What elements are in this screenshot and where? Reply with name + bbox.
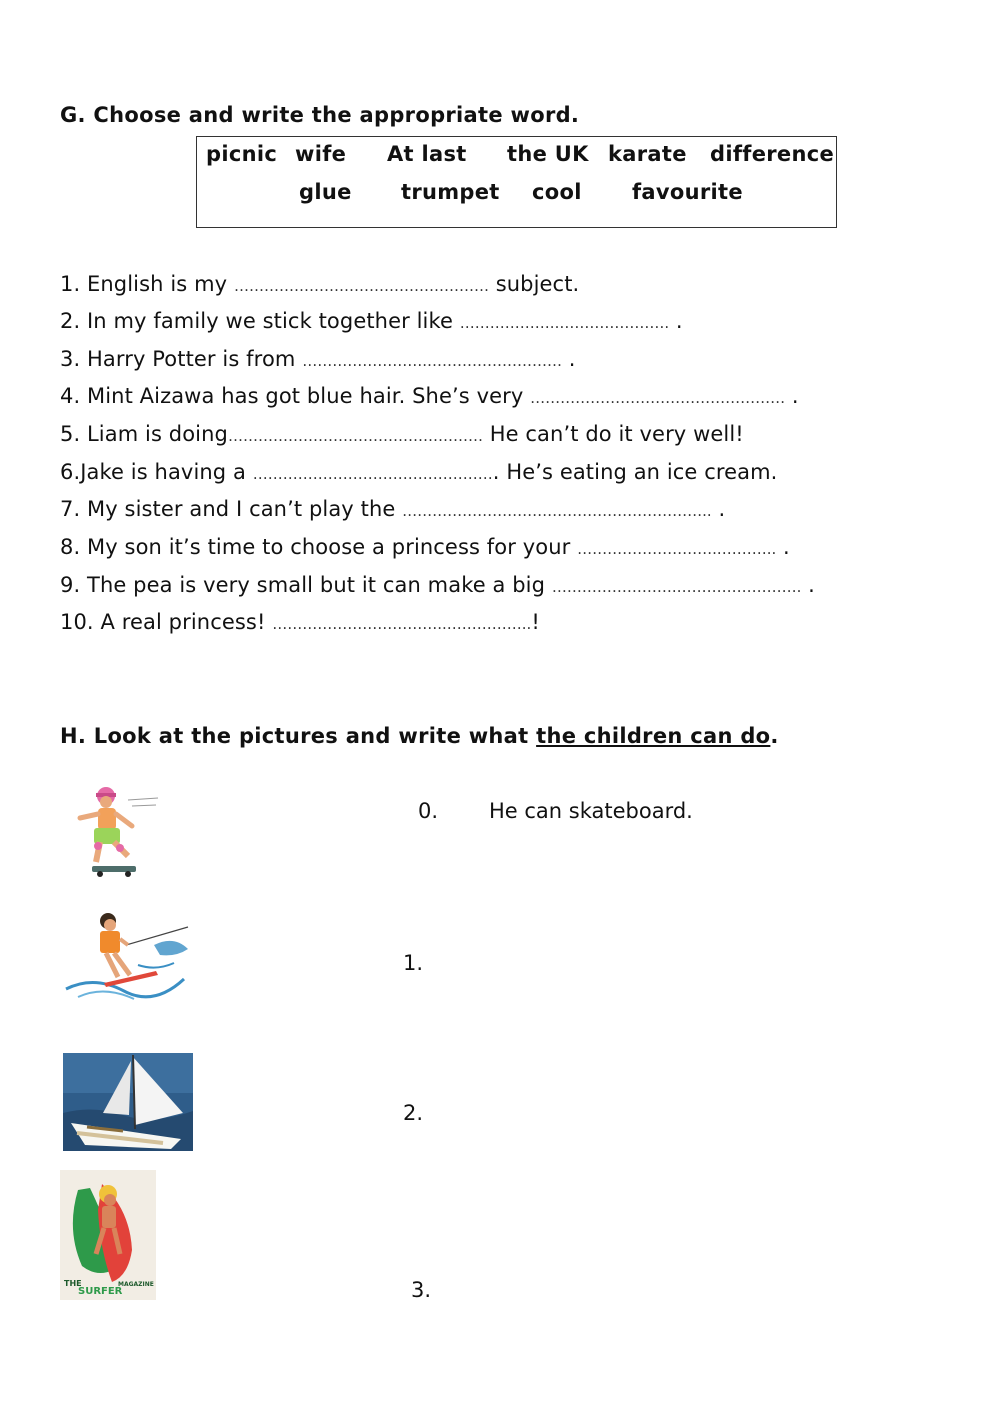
sentence-4: 4. Mint Aizawa has got blue hair. She’s very …………………………………………… . bbox=[60, 384, 799, 408]
answer-blank[interactable]: ………………………………………… bbox=[252, 465, 493, 483]
word-bank-item: trumpet bbox=[401, 180, 500, 204]
sentence-2: 2. In my family we stick together like ………………..…………………. . bbox=[60, 309, 683, 333]
word-bank-item: karate bbox=[608, 142, 687, 166]
sentence-9: 9. The pea is very small but it can make a big …………………….……………………. . bbox=[60, 573, 815, 597]
answer-blank[interactable]: …………………….……………………. bbox=[551, 578, 802, 596]
item-2-number: 2. bbox=[403, 1101, 424, 1125]
item-0-answer: He can skateboard. bbox=[489, 799, 693, 823]
section-g-title: G. Choose and write the appropriate word. bbox=[60, 103, 580, 127]
word-bank-item: At last bbox=[387, 142, 467, 166]
answer-blank[interactable]: …………………………………………… bbox=[530, 389, 786, 407]
answer-blank[interactable]: …………………………………………… bbox=[227, 427, 483, 445]
sailboat-icon bbox=[63, 1053, 193, 1151]
sentence-10: 10. A real princess! ……………………………..……………..! bbox=[60, 610, 540, 634]
water-skier-icon bbox=[64, 905, 192, 1013]
sentence-1: 1. English is my …………………………………………… subject. bbox=[60, 272, 580, 296]
item-1-number: 1. bbox=[403, 951, 424, 975]
sentence-6: 6.Jake is having a …………………………………………. He’s eating an ice cream. bbox=[60, 460, 778, 484]
sentence-7: 7. My sister and I can’t play the …………………………………………………….. . bbox=[60, 497, 726, 521]
word-bank-item: the UK bbox=[507, 142, 589, 166]
answer-blank[interactable]: ………………………..……….. bbox=[577, 540, 777, 558]
sentence-3: 3. Harry Potter is from …………………….……………………… . bbox=[60, 347, 576, 371]
answer-blank[interactable]: …………………….……………………… bbox=[302, 352, 563, 370]
answer-blank[interactable]: ………………..…………………. bbox=[459, 314, 670, 332]
answer-blank[interactable]: …………………………………………… bbox=[233, 277, 489, 295]
word-bank-box bbox=[196, 136, 837, 228]
word-bank-item: wife bbox=[295, 142, 347, 166]
surfer-icon bbox=[60, 1170, 156, 1300]
word-bank-item: favourite bbox=[632, 180, 743, 204]
word-bank-item: glue bbox=[299, 180, 352, 204]
item-3-number: 3. bbox=[411, 1278, 432, 1302]
skateboarder-icon bbox=[66, 782, 160, 882]
sentence-5: 5. Liam is doing…………………………………………… He can’t do it very well! bbox=[60, 422, 744, 446]
svg-text:THE: THE bbox=[64, 1279, 82, 1288]
svg-text:MAGAZINE: MAGAZINE bbox=[118, 1281, 154, 1288]
word-bank-item: cool bbox=[532, 180, 582, 204]
sentence-8: 8. My son it’s time to choose a princess for your ………………………..……….. . bbox=[60, 535, 790, 559]
answer-blank[interactable]: ……………………………..…………….. bbox=[272, 615, 532, 633]
svg-text:SURFER: SURFER bbox=[78, 1286, 123, 1297]
word-bank-item: picnic bbox=[206, 142, 278, 166]
section-h-title: H. Look at the pictures and write what the children can do. bbox=[60, 724, 779, 748]
answer-blank[interactable]: …………………………………………………….. bbox=[402, 502, 712, 520]
item-0-number: 0. bbox=[418, 799, 439, 823]
word-bank-item: difference bbox=[710, 142, 834, 166]
